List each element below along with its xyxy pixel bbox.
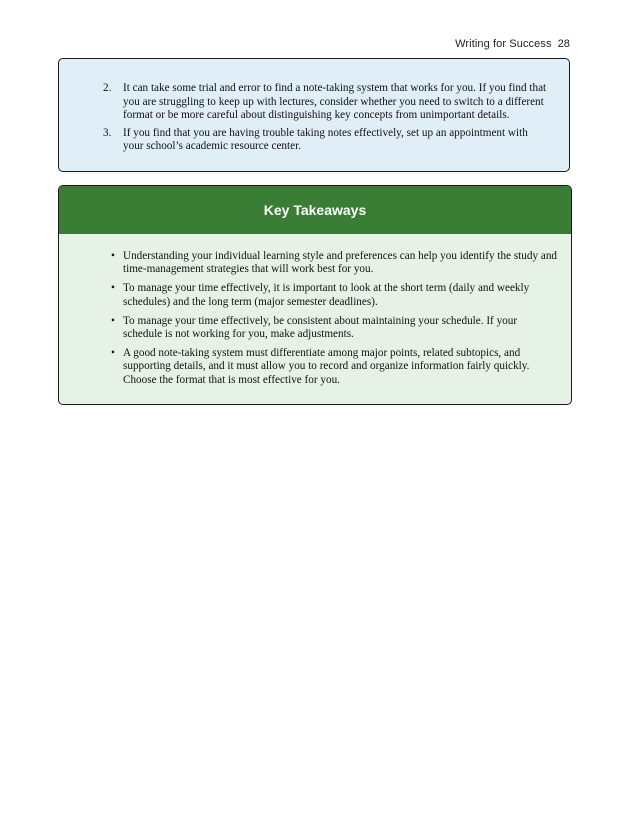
list-item-text: Understanding your individual learning style and preferences can help you identify the study and time-management strategies that will work best for you. (123, 250, 558, 276)
list-item (111, 315, 557, 341)
list-item (103, 127, 549, 154)
continued-list-box (58, 58, 570, 172)
list-item (111, 250, 557, 276)
takeaways-list (59, 234, 571, 387)
page-number: 28 (557, 38, 570, 50)
numbered-list (103, 82, 549, 154)
bullet-icon: • (111, 347, 115, 360)
key-takeaways-title-bar (59, 186, 571, 234)
key-takeaways-box (58, 185, 572, 405)
list-item-number: 3. (103, 126, 112, 139)
key-takeaways-title: Key Takeaways (263, 202, 367, 218)
list-item-text: If you find that you are having trouble taking notes effectively, set up an appointment with your school’s academic resource center. (123, 126, 528, 153)
list-item-text: To manage your time effectively, be consistent about maintaining your schedule. If your schedule is not working for you, make adjustments. (123, 314, 518, 341)
bullet-icon: • (111, 250, 115, 262)
list-item-number: 2. (103, 82, 112, 94)
running-header (455, 38, 570, 50)
bullet-icon: • (111, 314, 115, 327)
list-item (111, 282, 557, 308)
running-title: Writing for Success (455, 38, 552, 50)
list-item-text: To manage your time effectively, it is important to look at the short term (daily and weekly schedules) and the long term (major semester deadlines). (123, 282, 530, 308)
list-item-text: It can take some trial and error to find a note-taking system that works for you. If you find that you are struggling to keep up with lectures, consider whether you need to switch to a different format or be more careful about distinguishing key concepts from unimportant details. (123, 82, 547, 122)
list-item (103, 82, 549, 123)
bullet-icon: • (111, 282, 115, 295)
list-item-text: A good note-taking system must differentiate among major points, related subtopics, and supporting details, and it must allow you to record and organize information fairly quickly. Choose the format that is most effective for you. (123, 347, 530, 386)
list-item (111, 347, 557, 387)
